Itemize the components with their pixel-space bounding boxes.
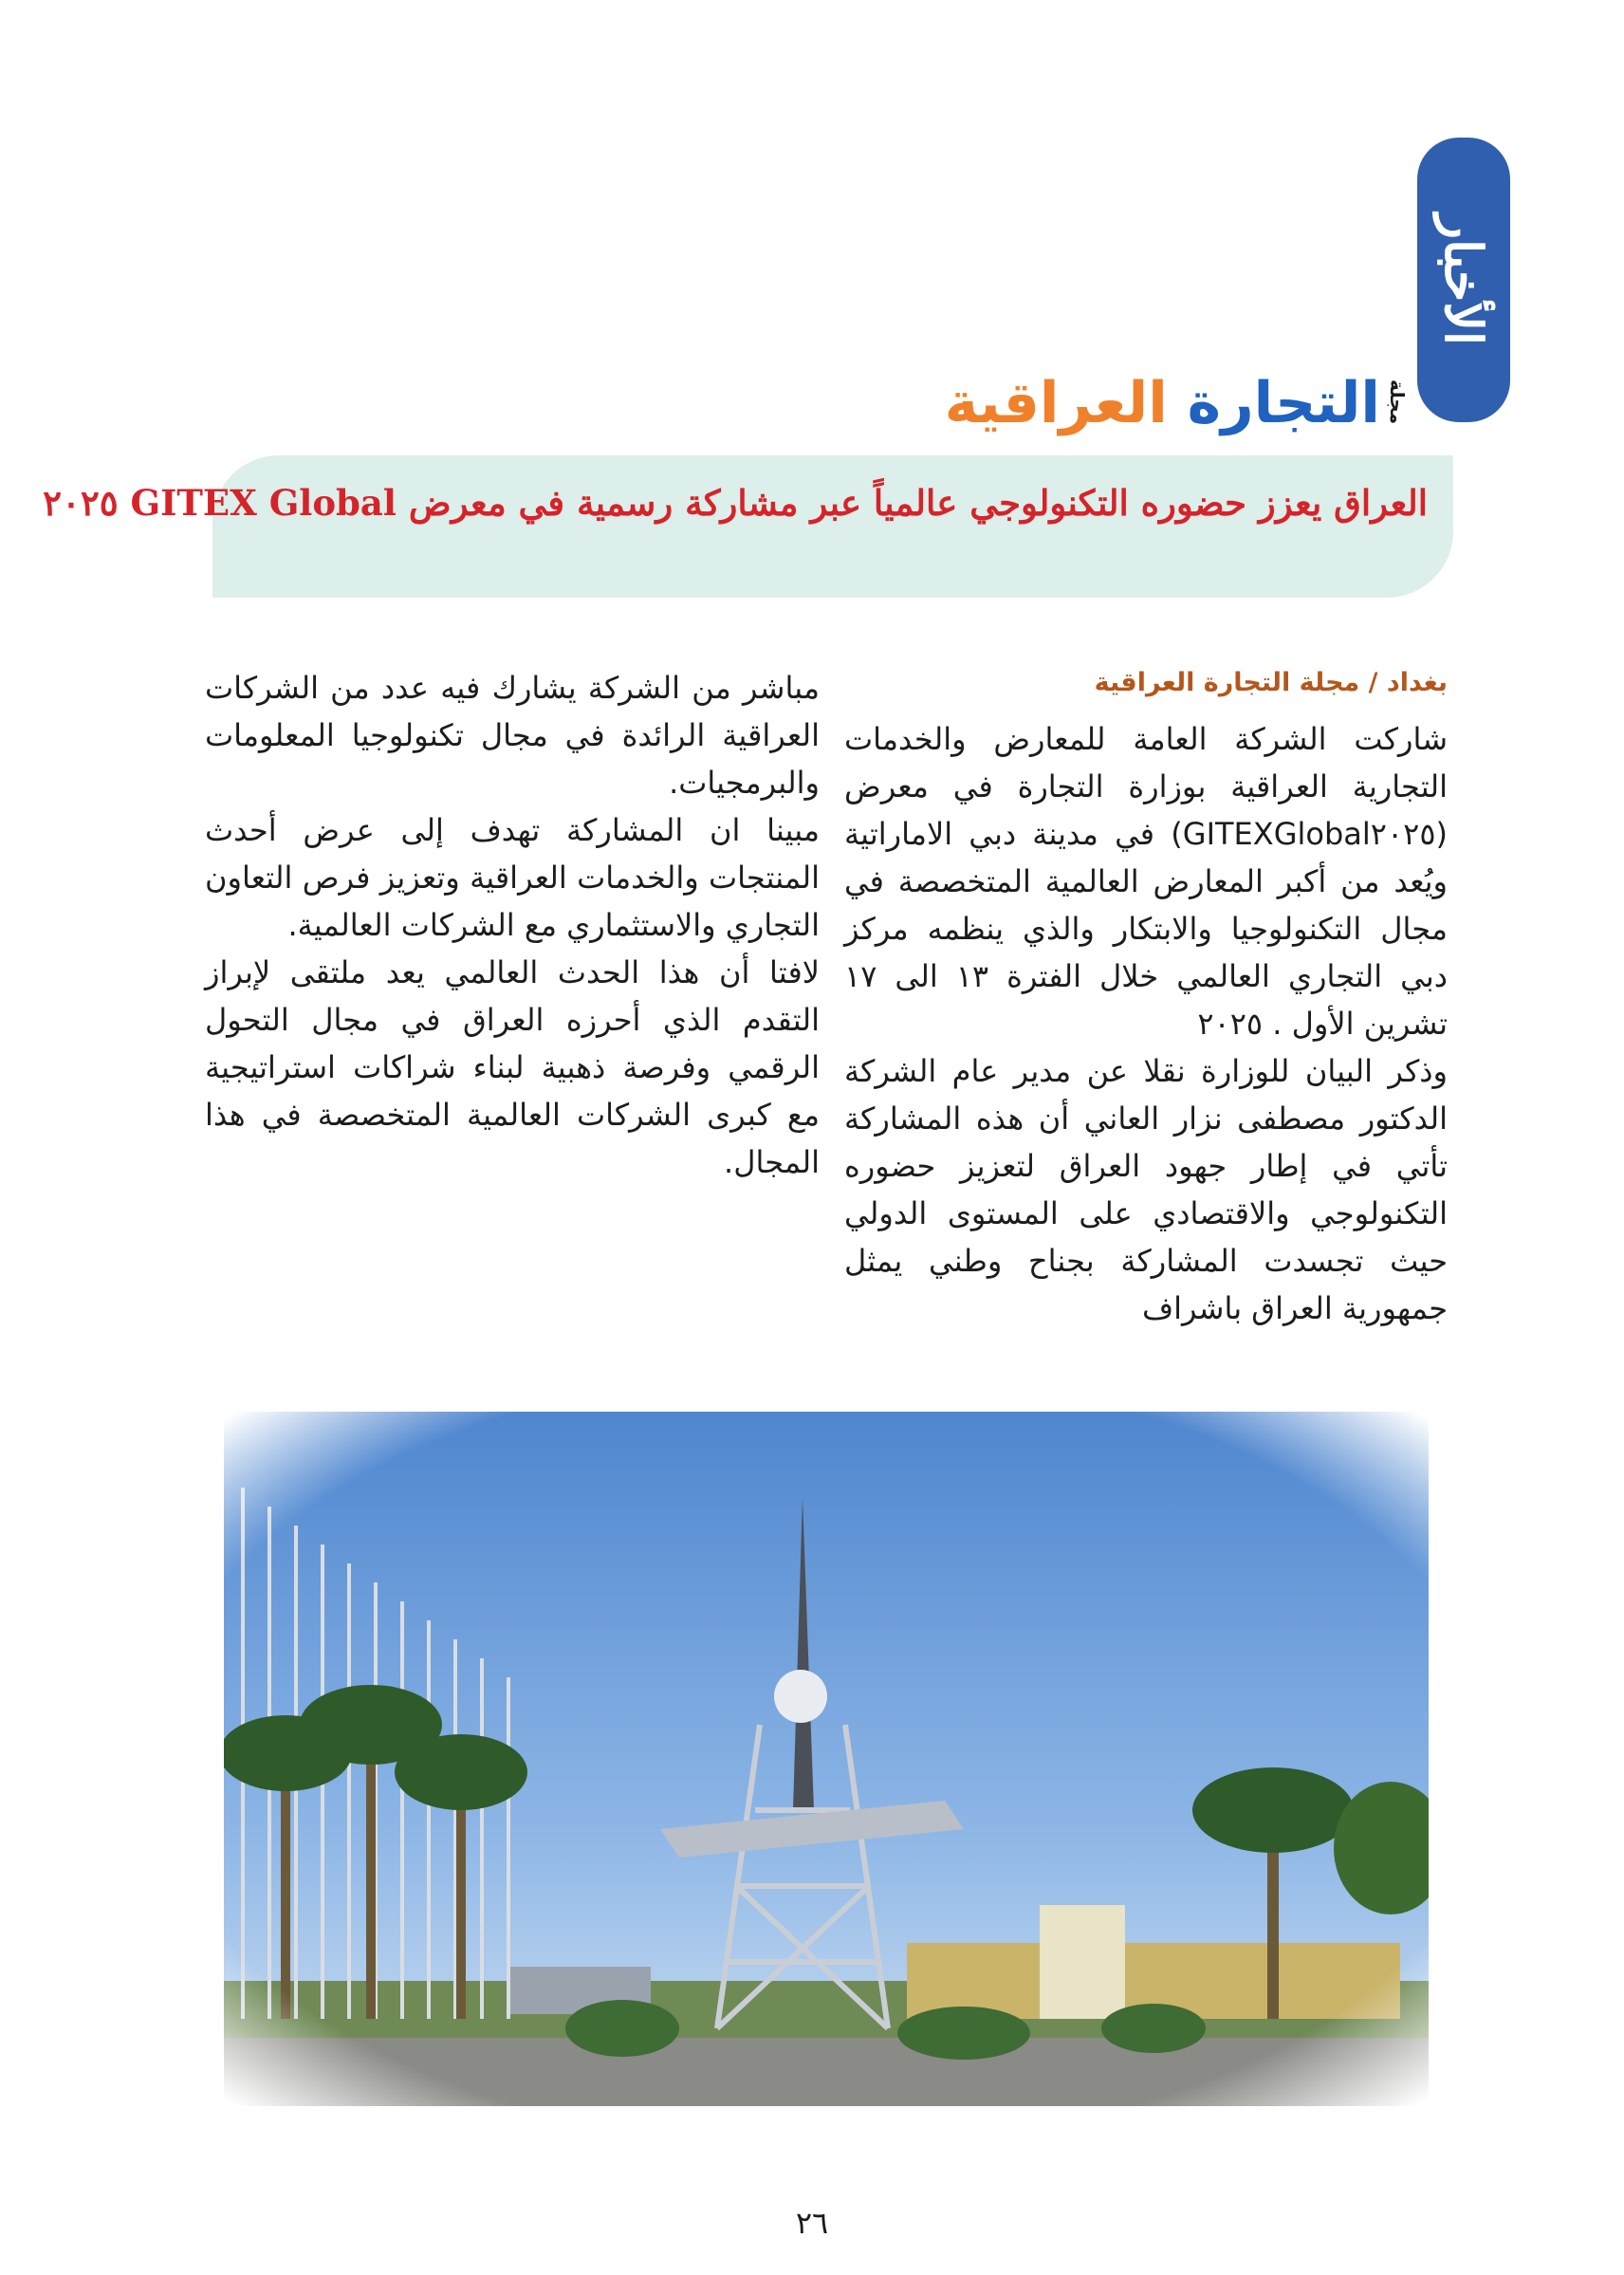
brand-name-part1: التجارة: [1187, 370, 1380, 436]
paragraph: مباشر من الشركة يشارك فيه عدد من الشركات العراقية الرائدة في مجال تكنولوجيا المعلومات والبرمجيات.: [205, 670, 820, 801]
section-tab: [1417, 138, 1510, 422]
section-tab-label: الأخبار: [1433, 213, 1494, 345]
page-number: ٢٦: [795, 2205, 829, 2241]
brand-name-part2: العراقية: [944, 370, 1168, 436]
magazine-brand: [944, 346, 1409, 436]
article-column-right: [844, 664, 1448, 1332]
exhibition-grounds-illustration: [224, 1412, 1429, 2106]
article-column-left: [205, 664, 820, 1186]
paragraph: لافتا أن هذا الحدث العالمي يعد ملتقى لإبراز التقدم الذي أحرزه العراق في مجال التحول الرقمي وفرصة ذهبية لبناء شراكات استراتيجية مع كبرى الشركات العالمية المتخصصة في هذا المجال.: [205, 954, 820, 1180]
brand-name: [944, 370, 1380, 436]
paragraph: وذكر البيان للوزارة نقلا عن مدير عام الشركة الدكتور مصطفى نزار العاني أن هذه المشاركة تأتي في إطار جهود العراق لتعزيز حضوره التكنولوجي والاقتصادي على المستوى الدولي حيث تجسدت المشاركة بجناح وطني يمثل جمهورية العراق باشراف: [844, 1053, 1448, 1326]
dateline: بغداد / مجلة التجارة العراقية: [1094, 668, 1448, 697]
paragraph: شاركت الشركة العامة للمعارض والخدمات التجارية العراقية بوزارة التجارة في معرض (GITEXGlobal٢٠٢٥) في مدينة دبي الاماراتية ويُعد من أكبر المعارض العالمية المتخصصة في مجال التكنولوجيا والابتكار والذي ينظمه مركز دبي التجاري العالمي خلال الفترة ١٣ الى ١٧ تشرين الأول . ٢٠٢٥: [844, 721, 1449, 1042]
headline: العراق يعزز حضوره التكنولوجي عالمياً عبر مشاركة رسمية في معرض GITEX Global ٢٠٢٥: [43, 482, 1428, 524]
exhibition-photo: [224, 1412, 1429, 2106]
paragraph: مبينا ان المشاركة تهدف إلى عرض أحدث المنتجات والخدمات العراقية وتعزيز فرص التعاون التجاري والاستثماري مع الشركات العالمية.: [205, 812, 820, 943]
brand-small-label: مجلة: [1386, 379, 1409, 424]
headline-banner: [43, 455, 1453, 598]
